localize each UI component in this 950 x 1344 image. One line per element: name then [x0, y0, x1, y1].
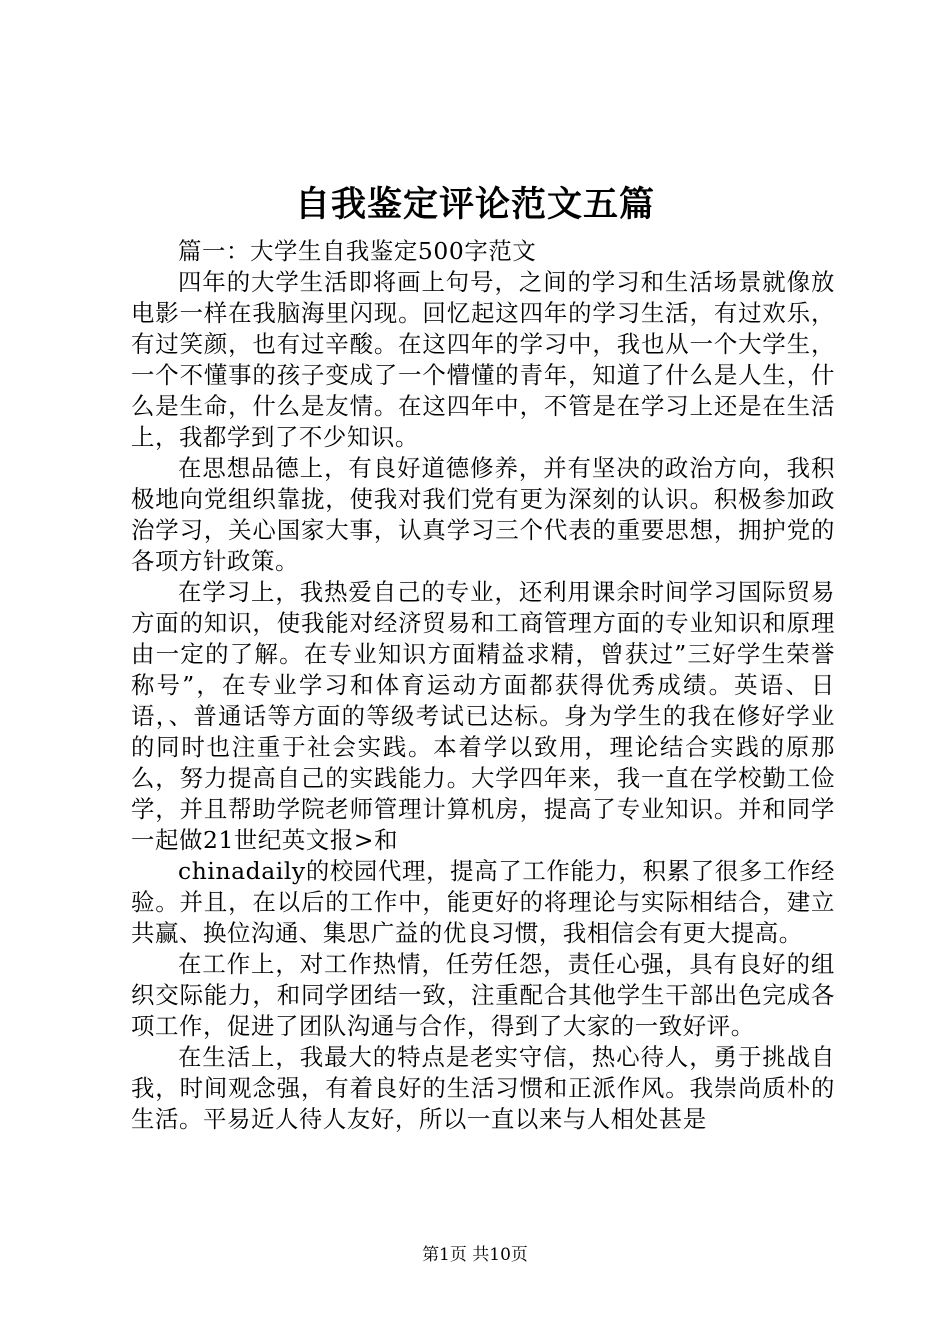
document-body	[131, 236, 835, 1135]
paragraph-study: 在学习上，我热爱自己的专业，还利用课余时间学习国际贸易方面的知识，使我能对经济贸易和工商管理方面的专业知识和原理由一定的了解。在专业知识方面精益求精，曾获过”三好学生荣誉称号”，在专业学习和体育运动方面都获得优秀成绩。英语、日语，、普通话等方面的等级考试已达标。身为学生的我在修好学业的同时也注重于社会实践。本着学以致用，理论结合实践的原那么，努力提高自己的实践能力。大学四年来，我一直在学校勤工俭学，并且帮助学院老师管理计算机房，提高了专业知识。并和同学一起做21世纪英文报>和	[131, 578, 835, 854]
paragraph-work: 在工作上，对工作热情，任劳任怨，责任心强，具有良好的组织交际能力，和同学团结一致，注重配合其他学生干部出色完成各项工作，促进了团队沟通与合作，得到了大家的一致好评。	[131, 950, 835, 1040]
paragraph-study-continued: chinadaily的校园代理，提高了工作能力，积累了很多工作经验。并且，在以后的工作中，能更好的将理论与实际相结合，建立共赢、换位沟通、集思广益的优良习惯，我相信会有更大提高。	[131, 857, 835, 947]
paragraph-life: 在生活上，我最大的特点是老实守信，热心待人，勇于挑战自我，时间观念强，有着良好的生活习惯和正派作风。我崇尚质朴的生活。平易近人待人友好，所以一直以来与人相处甚是	[131, 1043, 835, 1133]
section-heading: 篇一：大学生自我鉴定500字范文	[178, 237, 537, 265]
page-number-footer: 第1页 共10页	[422, 1245, 528, 1265]
paragraph-intro: 四年的大学生活即将画上句号，之间的学习和生活场景就像放电影一样在我脑海里闪现。回忆起这四年的学习生活，有过欢乐，有过笑颜，也有过辛酸。在这四年的学习中，我也从一个大学生，一个不懂事的孩子变成了一个懵懂的青年，知道了什么是人生，什么是生命，什么是友情。在这四年中，不管是在学习上还是在生活上，我都学到了不少知识。	[131, 268, 835, 451]
paragraph-ideology: 在思想品德上，有良好道德修养，并有坚决的政治方向，我积极地向党组织靠拢，使我对我们党有更为深刻的认识。积极参加政治学习，关心国家大事，认真学习三个代表的重要思想，拥护党的各项方针政策。	[131, 454, 835, 575]
document-title: 自我鉴定评论范文五篇	[294, 184, 655, 225]
